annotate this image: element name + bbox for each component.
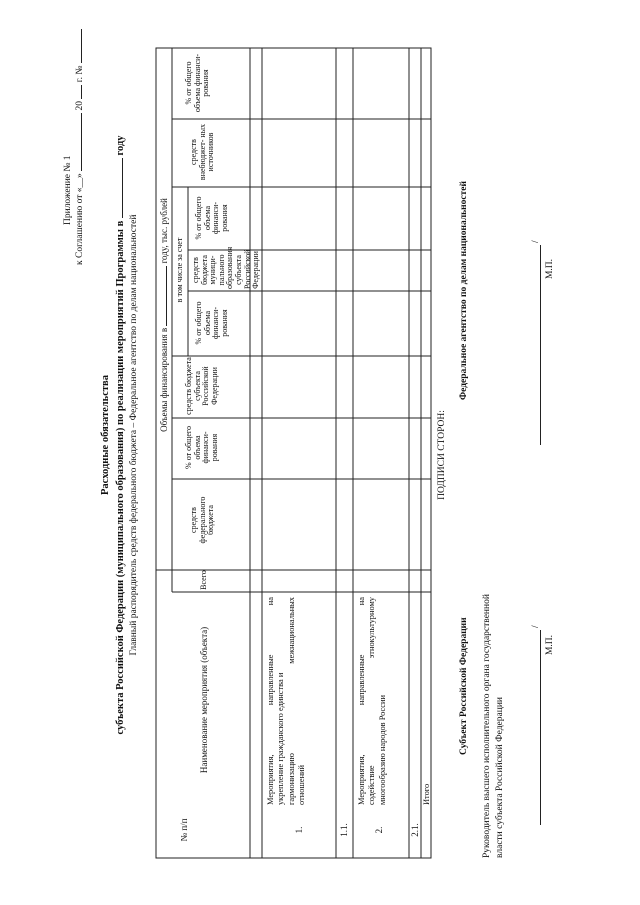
col-total-header: Всего: [199, 570, 208, 590]
col-federal-header: средств федерального бюджета: [189, 496, 216, 544]
col-extra-header: средств внебюджет- ных источников: [189, 123, 216, 181]
row-1-1-num: 1.1.: [339, 823, 349, 837]
right-signature-line: [540, 245, 541, 445]
left-signature-line: [540, 630, 541, 825]
col-name-header: Наименование мероприятия (объекта): [199, 626, 209, 774]
annex-line-2: к Соглашению от «__» 20 г. №: [74, 29, 86, 265]
right-stamp: М.П.: [545, 258, 555, 280]
row-2-1-num: 2.1.: [410, 823, 420, 837]
col-num-header: № п/п: [179, 818, 189, 842]
col-region-header: средств бюджета субъекта Российской Федерации: [184, 357, 219, 415]
left-slash: /: [531, 625, 541, 628]
col-extra-pct-header: % от общего объема финанси- рования: [184, 53, 211, 113]
left-party: Субъект Российской Федерации: [459, 617, 469, 755]
row-2-name: Мероприятия, направленные на содействие этнокультурному многообразию народов России: [357, 597, 387, 805]
col-municipal-pct-header: % от общего объема финанси- рования: [194, 196, 229, 240]
total-label: Итого: [422, 783, 431, 805]
row-2-num: 2.: [374, 826, 384, 834]
doc-title: Расходные обязательства: [100, 375, 111, 495]
left-role-line-2: власти субъекта Российской Федерации: [495, 697, 505, 858]
signatures-heading: ПОДПИСИ СТОРОН:: [437, 410, 447, 500]
col-municipal-header: средств бюджета муници- пального образования субъекта Российской Федерации: [191, 246, 261, 289]
group-header: Объемы финансирования в году, тыс. рублей: [159, 198, 169, 432]
annex-line-1: Приложение № 1: [63, 155, 73, 225]
row-1-name: Мероприятия, направленные на укрепление гражданского единства и гармонизацию межнациональных отношений: [266, 597, 307, 805]
doc-subtitle: Главный распорядитель средств федерального бюджета – Федеральное агентство по делам национальностей: [129, 214, 139, 656]
doc-title-line-2: субъекта Российской Федерации (муниципального образования) по реализации мероприятий Программы в году: [115, 135, 126, 735]
col-region-pct-header: % от общего объема финанси- рования: [194, 301, 229, 345]
right-slash: /: [531, 240, 541, 243]
right-party: Федеральное агентство по делам национальностей: [459, 181, 469, 400]
left-role-line-1: Руководитель высшего исполнительного органа государственной: [482, 594, 492, 858]
left-stamp: М.П.: [545, 634, 555, 656]
col-federal-pct-header: % от общего объема финанси- рования: [184, 426, 219, 469]
sub-header: в том числе за счет: [175, 237, 184, 303]
row-1-num: 1.: [294, 826, 304, 834]
